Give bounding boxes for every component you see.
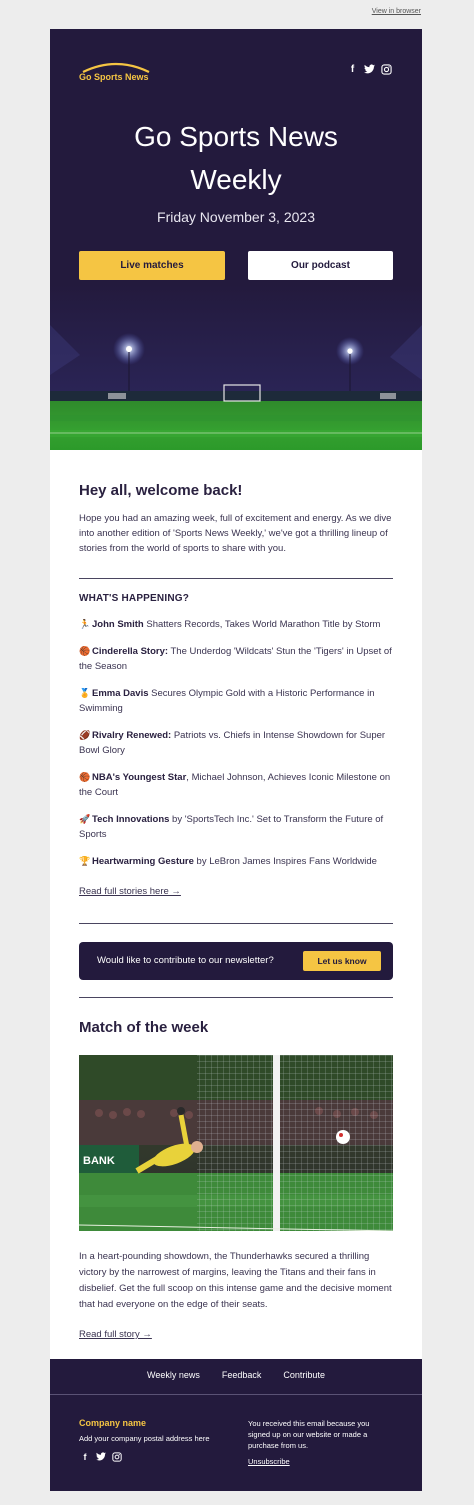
trophy-icon: 🏆 <box>79 856 91 866</box>
news-item-bold: Emma Davis <box>92 688 149 699</box>
list-item <box>79 644 393 674</box>
list-item <box>79 728 393 758</box>
footer-social-links <box>80 1451 122 1462</box>
company-address: Add your company postal address here <box>79 1434 210 1443</box>
news-item-bold: Tech Innovations <box>92 814 170 825</box>
basketball-icon: 🏀 <box>79 646 91 656</box>
match-photo <box>79 1055 393 1231</box>
whats-happening-heading: WHAT'S HAPPENING? <box>79 593 190 604</box>
twitter-icon[interactable] <box>364 63 375 75</box>
live-matches-button[interactable]: Live matches <box>79 251 225 280</box>
company-name: Company name <box>79 1418 147 1428</box>
goalkeeper-image <box>79 1055 393 1231</box>
read-story-wrap <box>79 1324 393 1342</box>
twitter-icon[interactable] <box>96 1451 106 1462</box>
news-item-bold: Cinderella Story: <box>92 646 169 657</box>
contribute-text: Would like to contribute to our newsletter? <box>97 955 274 966</box>
match-paragraph: In a heart-pounding showdown, the Thunderhawks secured a thrilling victory by the narrowest of margins, leaving the Titans and their fans in disbelief. Get the full scoop on this intense game and the decisive moment that had everyone on the edge of their seats. <box>79 1251 392 1310</box>
issue-date: Friday November 3, 2023 <box>157 209 315 225</box>
facebook-icon[interactable]: f <box>350 63 355 75</box>
divider <box>79 923 393 924</box>
list-item <box>79 770 393 800</box>
list-item <box>79 854 393 869</box>
let-us-know-button[interactable]: Let us know <box>303 951 381 971</box>
hero-title-line1: Go Sports News <box>134 121 338 152</box>
greeting-heading: Hey all, welcome back! <box>79 482 243 499</box>
hero-title-line2: Weekly <box>190 164 282 195</box>
read-full-stories-link[interactable]: Read full stories here → <box>79 886 181 897</box>
footer-link-weekly-news[interactable]: Weekly news <box>147 1370 200 1380</box>
email-container <box>50 29 422 1491</box>
basketball-icon: 🏀 <box>79 772 91 782</box>
our-podcast-button[interactable]: Our podcast <box>248 251 393 280</box>
hero-section <box>50 29 422 450</box>
subscription-reason: You received this email because you signed up on our website or made a purchase from us. <box>248 1419 370 1450</box>
football-icon: 🏈 <box>79 730 91 740</box>
instagram-icon[interactable] <box>112 1451 122 1462</box>
hero-title <box>50 115 422 201</box>
footer-link-contribute[interactable]: Contribute <box>283 1370 325 1380</box>
read-stories-wrap <box>79 881 393 899</box>
news-item-text: Patriots vs. Chiefs in Intense Showdown for Super Bowl Glory <box>79 730 386 756</box>
footer-link-feedback[interactable]: Feedback <box>221 1370 262 1380</box>
news-list <box>79 617 393 869</box>
footer-nav <box>50 1370 422 1380</box>
news-item-bold: Heartwarming Gesture <box>92 856 194 867</box>
medal-icon: 🏅 <box>79 688 91 698</box>
list-item <box>79 617 393 632</box>
list-item <box>79 812 393 842</box>
list-item <box>79 686 393 716</box>
logo-text[interactable]: Go Sports News <box>79 72 149 82</box>
facebook-icon[interactable]: f <box>83 1451 87 1462</box>
top-bar <box>0 0 474 29</box>
news-item-text: Shatters Records, Takes World Marathon Title by Storm <box>143 619 381 630</box>
match-of-week-heading: Match of the week <box>79 1019 209 1036</box>
view-in-browser-link[interactable]: View in browser <box>371 8 421 15</box>
banner-text: BANK <box>83 1155 115 1167</box>
divider <box>79 997 393 998</box>
news-item-text: The Underdog 'Wildcats' Stun the 'Tigers' in Upset of the Season <box>79 646 392 672</box>
news-item-text: Secures Olympic Gold with a Historic Performance in Swimming <box>79 688 375 714</box>
news-item-bold: NBA's Youngest Star <box>92 772 187 783</box>
instagram-icon[interactable] <box>381 63 392 75</box>
hero-social-links <box>347 63 392 75</box>
contribute-banner <box>79 942 393 980</box>
news-item-bold: Rivalry Renewed: <box>92 730 172 741</box>
footer-divider <box>50 1394 422 1395</box>
footer <box>50 1359 422 1491</box>
news-item-text: , Michael Johnson, Achieves Iconic Milestone on the Court <box>79 772 391 798</box>
main-content <box>50 450 422 1359</box>
read-full-story-link[interactable]: Read full story → <box>79 1329 152 1340</box>
stadium-image <box>50 285 422 450</box>
intro-paragraph: Hope you had an amazing week, full of excitement and energy. As we dive into another edition of 'Sports News Weekly,' we've got a thrilling lineup of stories from the world of sports to share with you. <box>79 513 392 554</box>
news-item-text: by LeBron James Inspires Fans Worldwide <box>193 856 377 867</box>
runner-icon: 🏃 <box>79 619 91 629</box>
unsubscribe-link[interactable]: Unsubscribe <box>248 1457 290 1466</box>
news-item-text: by 'SportsTech Inc.' Set to Transform the Future of Sports <box>79 814 384 840</box>
rocket-icon: 🚀 <box>79 814 91 824</box>
divider <box>79 578 393 579</box>
news-item-bold: John Smith <box>92 619 144 630</box>
